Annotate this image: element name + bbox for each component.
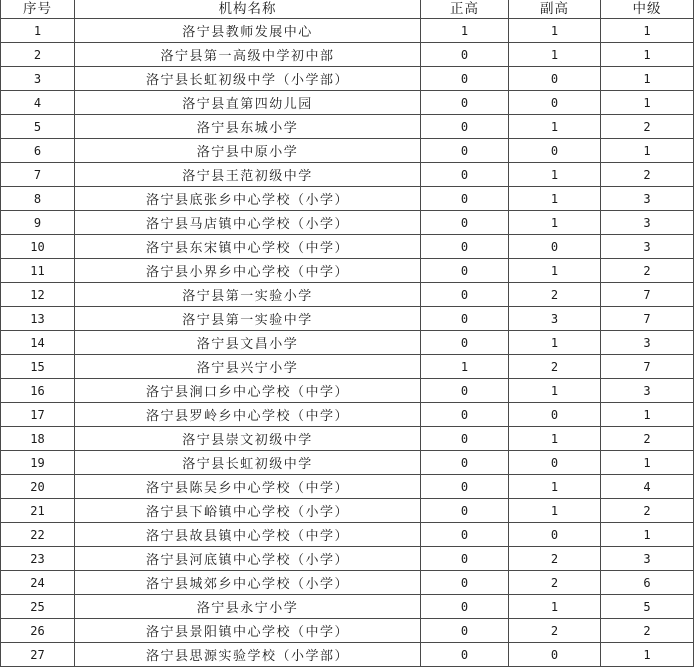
associate-senior-count-cell: 0 (509, 139, 601, 163)
institution-name-cell: 洛宁县罗岭乡中心学校（中学） (75, 403, 421, 427)
associate-senior-count-cell: 1 (509, 595, 601, 619)
intermediate-count-cell: 7 (601, 283, 694, 307)
serial-number-cell: 6 (1, 139, 75, 163)
table-row (1, 235, 694, 259)
intermediate-count-cell: 3 (601, 547, 694, 571)
serial-number-cell: 27 (1, 643, 75, 667)
institution-name-cell: 洛宁县城郊乡中心学校（小学） (75, 571, 421, 595)
institution-name-cell: 洛宁县河底镇中心学校（小学） (75, 547, 421, 571)
table-row (1, 331, 694, 355)
intermediate-count-cell: 1 (601, 43, 694, 67)
intermediate-count-cell: 2 (601, 259, 694, 283)
serial-number-cell: 3 (1, 67, 75, 91)
intermediate-count-cell: 1 (601, 91, 694, 115)
institution-name-cell: 洛宁县永宁小学 (75, 595, 421, 619)
intermediate-count-cell: 1 (601, 451, 694, 475)
senior-count-cell: 0 (421, 643, 509, 667)
serial-number-cell: 14 (1, 331, 75, 355)
serial-number-cell: 13 (1, 307, 75, 331)
senior-count-cell: 0 (421, 427, 509, 451)
institution-name-cell: 洛宁县第一高级中学初中部 (75, 43, 421, 67)
serial-number-cell: 26 (1, 619, 75, 643)
institution-name-cell: 洛宁县中原小学 (75, 139, 421, 163)
associate-senior-count-cell: 1 (509, 379, 601, 403)
intermediate-count-cell: 1 (601, 523, 694, 547)
table-row (1, 211, 694, 235)
intermediate-count-cell: 2 (601, 427, 694, 451)
intermediate-count-cell: 1 (601, 643, 694, 667)
table-row (1, 499, 694, 523)
associate-senior-count-cell: 1 (509, 331, 601, 355)
intermediate-count-cell: 7 (601, 355, 694, 379)
institution-name-cell: 洛宁县直第四幼儿园 (75, 91, 421, 115)
serial-number-cell: 17 (1, 403, 75, 427)
intermediate-count-cell: 5 (601, 595, 694, 619)
serial-number-cell: 4 (1, 91, 75, 115)
senior-count-cell: 0 (421, 499, 509, 523)
intermediate-count-cell: 3 (601, 379, 694, 403)
table-row (1, 187, 694, 211)
senior-count-cell: 0 (421, 307, 509, 331)
senior-count-cell: 0 (421, 259, 509, 283)
intermediate-count-cell: 3 (601, 331, 694, 355)
header-intermediate: 中级 (601, 0, 694, 19)
associate-senior-count-cell: 2 (509, 355, 601, 379)
serial-number-cell: 16 (1, 379, 75, 403)
intermediate-count-cell: 1 (601, 19, 694, 43)
serial-number-cell: 11 (1, 259, 75, 283)
associate-senior-count-cell: 1 (509, 211, 601, 235)
table-row (1, 547, 694, 571)
associate-senior-count-cell: 0 (509, 67, 601, 91)
serial-number-cell: 15 (1, 355, 75, 379)
intermediate-count-cell: 7 (601, 307, 694, 331)
serial-number-cell: 19 (1, 451, 75, 475)
intermediate-count-cell: 4 (601, 475, 694, 499)
associate-senior-count-cell: 0 (509, 523, 601, 547)
institution-name-cell: 洛宁县景阳镇中心学校（中学） (75, 619, 421, 643)
associate-senior-count-cell: 3 (509, 307, 601, 331)
serial-number-cell: 23 (1, 547, 75, 571)
senior-count-cell: 0 (421, 571, 509, 595)
intermediate-count-cell: 1 (601, 403, 694, 427)
header-senior: 正高 (421, 0, 509, 19)
table-row (1, 283, 694, 307)
associate-senior-count-cell: 2 (509, 547, 601, 571)
institution-name-cell: 洛宁县王范初级中学 (75, 163, 421, 187)
table-row (1, 427, 694, 451)
institution-name-cell: 洛宁县东宋镇中心学校（中学） (75, 235, 421, 259)
senior-count-cell: 0 (421, 475, 509, 499)
intermediate-count-cell: 1 (601, 139, 694, 163)
serial-number-cell: 25 (1, 595, 75, 619)
associate-senior-count-cell: 1 (509, 115, 601, 139)
intermediate-count-cell: 2 (601, 115, 694, 139)
associate-senior-count-cell: 2 (509, 283, 601, 307)
institution-name-cell: 洛宁县兴宁小学 (75, 355, 421, 379)
senior-count-cell: 0 (421, 139, 509, 163)
serial-number-cell: 18 (1, 427, 75, 451)
institution-name-cell: 洛宁县下峪镇中心学校（小学） (75, 499, 421, 523)
senior-count-cell: 0 (421, 163, 509, 187)
table-row (1, 379, 694, 403)
institution-name-cell: 洛宁县第一实验小学 (75, 283, 421, 307)
institution-name-cell: 洛宁县教师发展中心 (75, 19, 421, 43)
senior-count-cell: 0 (421, 619, 509, 643)
serial-number-cell: 12 (1, 283, 75, 307)
associate-senior-count-cell: 1 (509, 499, 601, 523)
table-row (1, 571, 694, 595)
institution-name-cell: 洛宁县马店镇中心学校（小学） (75, 211, 421, 235)
table-row (1, 355, 694, 379)
serial-number-cell: 10 (1, 235, 75, 259)
intermediate-count-cell: 6 (601, 571, 694, 595)
senior-count-cell: 0 (421, 43, 509, 67)
intermediate-count-cell: 2 (601, 163, 694, 187)
serial-number-cell: 5 (1, 115, 75, 139)
table-row (1, 595, 694, 619)
institution-name-cell: 洛宁县崇文初级中学 (75, 427, 421, 451)
associate-senior-count-cell: 1 (509, 187, 601, 211)
table-row (1, 139, 694, 163)
institution-name-cell: 洛宁县底张乡中心学校（小学） (75, 187, 421, 211)
serial-number-cell: 1 (1, 19, 75, 43)
institution-name-cell: 洛宁县长虹初级中学（小学部） (75, 67, 421, 91)
intermediate-count-cell: 2 (601, 499, 694, 523)
table-row (1, 259, 694, 283)
senior-count-cell: 0 (421, 235, 509, 259)
serial-number-cell: 20 (1, 475, 75, 499)
header-row (1, 0, 694, 19)
intermediate-count-cell: 3 (601, 235, 694, 259)
senior-count-cell: 0 (421, 211, 509, 235)
senior-count-cell: 0 (421, 115, 509, 139)
senior-count-cell: 0 (421, 187, 509, 211)
senior-count-cell: 0 (421, 91, 509, 115)
institution-name-cell: 洛宁县第一实验中学 (75, 307, 421, 331)
institution-name-cell: 洛宁县思源实验学校（小学部） (75, 643, 421, 667)
table-row (1, 475, 694, 499)
senior-count-cell: 1 (421, 19, 509, 43)
institution-name-cell: 洛宁县长虹初级中学 (75, 451, 421, 475)
table-row (1, 115, 694, 139)
senior-count-cell: 0 (421, 331, 509, 355)
serial-number-cell: 24 (1, 571, 75, 595)
institution-name-cell: 洛宁县陈吴乡中心学校（中学） (75, 475, 421, 499)
serial-number-cell: 9 (1, 211, 75, 235)
table-row (1, 403, 694, 427)
associate-senior-count-cell: 0 (509, 643, 601, 667)
associate-senior-count-cell: 0 (509, 91, 601, 115)
senior-count-cell: 0 (421, 283, 509, 307)
associate-senior-count-cell: 1 (509, 163, 601, 187)
senior-count-cell: 0 (421, 379, 509, 403)
table-row (1, 19, 694, 43)
senior-count-cell: 0 (421, 403, 509, 427)
serial-number-cell: 7 (1, 163, 75, 187)
institution-name-cell: 洛宁县小界乡中心学校（中学） (75, 259, 421, 283)
institution-name-cell: 洛宁县涧口乡中心学校（中学） (75, 379, 421, 403)
associate-senior-count-cell: 1 (509, 19, 601, 43)
table-row (1, 307, 694, 331)
table-row (1, 523, 694, 547)
associate-senior-count-cell: 1 (509, 475, 601, 499)
senior-count-cell: 0 (421, 595, 509, 619)
serial-number-cell: 21 (1, 499, 75, 523)
header-institution-name: 机构名称 (75, 0, 421, 19)
intermediate-count-cell: 3 (601, 211, 694, 235)
associate-senior-count-cell: 1 (509, 259, 601, 283)
serial-number-cell: 8 (1, 187, 75, 211)
header-associate-senior: 副高 (509, 0, 601, 19)
intermediate-count-cell: 1 (601, 67, 694, 91)
associate-senior-count-cell: 1 (509, 43, 601, 67)
table-row (1, 91, 694, 115)
institution-name-cell: 洛宁县文昌小学 (75, 331, 421, 355)
intermediate-count-cell: 2 (601, 619, 694, 643)
table-row (1, 643, 694, 667)
table-row (1, 163, 694, 187)
header-serial-number: 序号 (1, 0, 75, 19)
associate-senior-count-cell: 2 (509, 571, 601, 595)
table-row (1, 451, 694, 475)
institution-name-cell: 洛宁县故县镇中心学校（中学） (75, 523, 421, 547)
senior-count-cell: 0 (421, 67, 509, 91)
intermediate-count-cell: 3 (601, 187, 694, 211)
associate-senior-count-cell: 0 (509, 235, 601, 259)
table-row (1, 67, 694, 91)
table-row (1, 43, 694, 67)
associate-senior-count-cell: 2 (509, 619, 601, 643)
serial-number-cell: 22 (1, 523, 75, 547)
senior-count-cell: 1 (421, 355, 509, 379)
senior-count-cell: 0 (421, 547, 509, 571)
senior-count-cell: 0 (421, 451, 509, 475)
associate-senior-count-cell: 0 (509, 403, 601, 427)
institution-name-cell: 洛宁县东城小学 (75, 115, 421, 139)
senior-count-cell: 0 (421, 523, 509, 547)
table-row (1, 619, 694, 643)
serial-number-cell: 2 (1, 43, 75, 67)
associate-senior-count-cell: 1 (509, 427, 601, 451)
associate-senior-count-cell: 0 (509, 451, 601, 475)
